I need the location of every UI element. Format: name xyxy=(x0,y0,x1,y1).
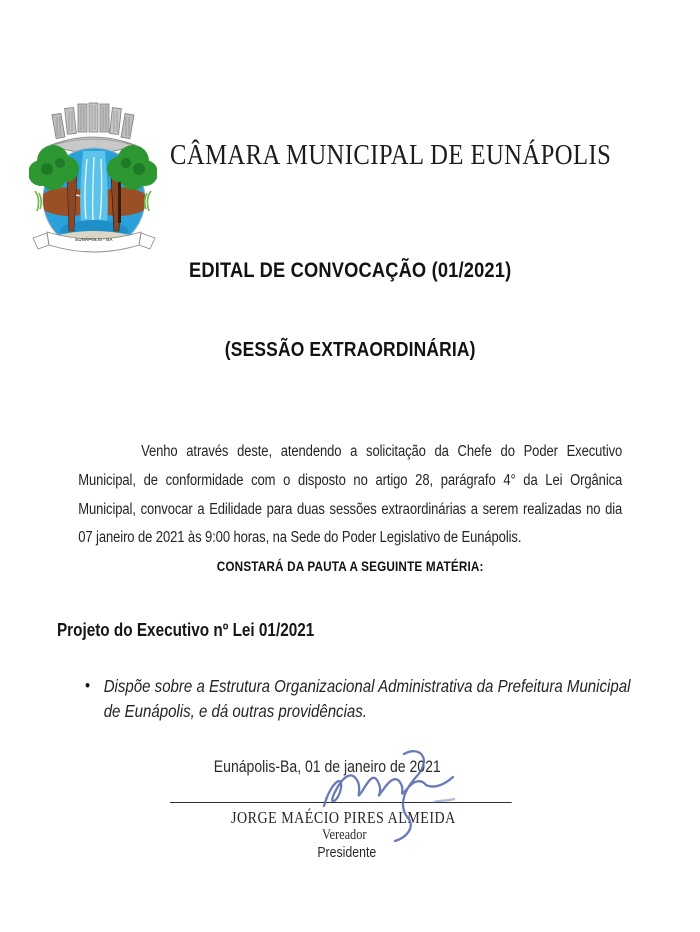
body-line: Venho através deste, atendendo a solicitação da Chefe do Poder Executivo xyxy=(141,443,623,460)
body-paragraph xyxy=(78,438,622,553)
page-title: CÂMARA MUNICIPAL DE EUNÁPOLIS xyxy=(170,139,612,171)
bullet-icon: • xyxy=(85,676,91,695)
dateline: Eunápolis-Ba, 01 de janeiro de 2021 xyxy=(213,758,441,776)
body-line: Municipal, convocar a Edilidade para duas sessões extraordinárias a serem realizadas no dia xyxy=(78,500,623,518)
document-title: EDITAL DE CONVOCAÇÃO (01/2021) xyxy=(189,258,512,282)
mural-crown-icon xyxy=(51,103,135,153)
body-line: Municipal, de conformidade com o disposto no artigo 28, parágrafo 4° da Lei Orgânica xyxy=(78,471,623,489)
agenda-heading: CONSTARÁ DA PAUTA A SEGUINTE MATÉRIA: xyxy=(216,559,484,574)
document-subtitle: (SESSÃO EXTRAORDINÁRIA) xyxy=(224,338,476,361)
signer-name: JORGE MAÉCIO PIRES ALMEIDA xyxy=(230,808,456,827)
signer-role-vereador: Vereador xyxy=(322,827,367,843)
agenda-item xyxy=(85,674,646,723)
agenda-item-text: Dispõe sobre a Estrutura Organizacional Administrativa da Prefeitura Municipal de Eunápolis, e dá outras providências. xyxy=(103,676,631,721)
crest-banner-title: EUNÁPOLIS - BA xyxy=(75,237,113,242)
crest-banner-motto: ·· ········ · ········· · ········ ·· xyxy=(76,244,112,248)
project-heading: Projeto do Executivo nº Lei 01/2021 xyxy=(56,620,315,640)
signature-scribble xyxy=(316,744,486,849)
body-line: 07 janeiro de 2021 às 9:00 horas, na Sede do Poder Legislativo de Eunápolis. xyxy=(78,529,522,547)
municipal-crest-icon xyxy=(29,99,157,265)
signer-role-presidente: Presidente xyxy=(317,845,377,861)
